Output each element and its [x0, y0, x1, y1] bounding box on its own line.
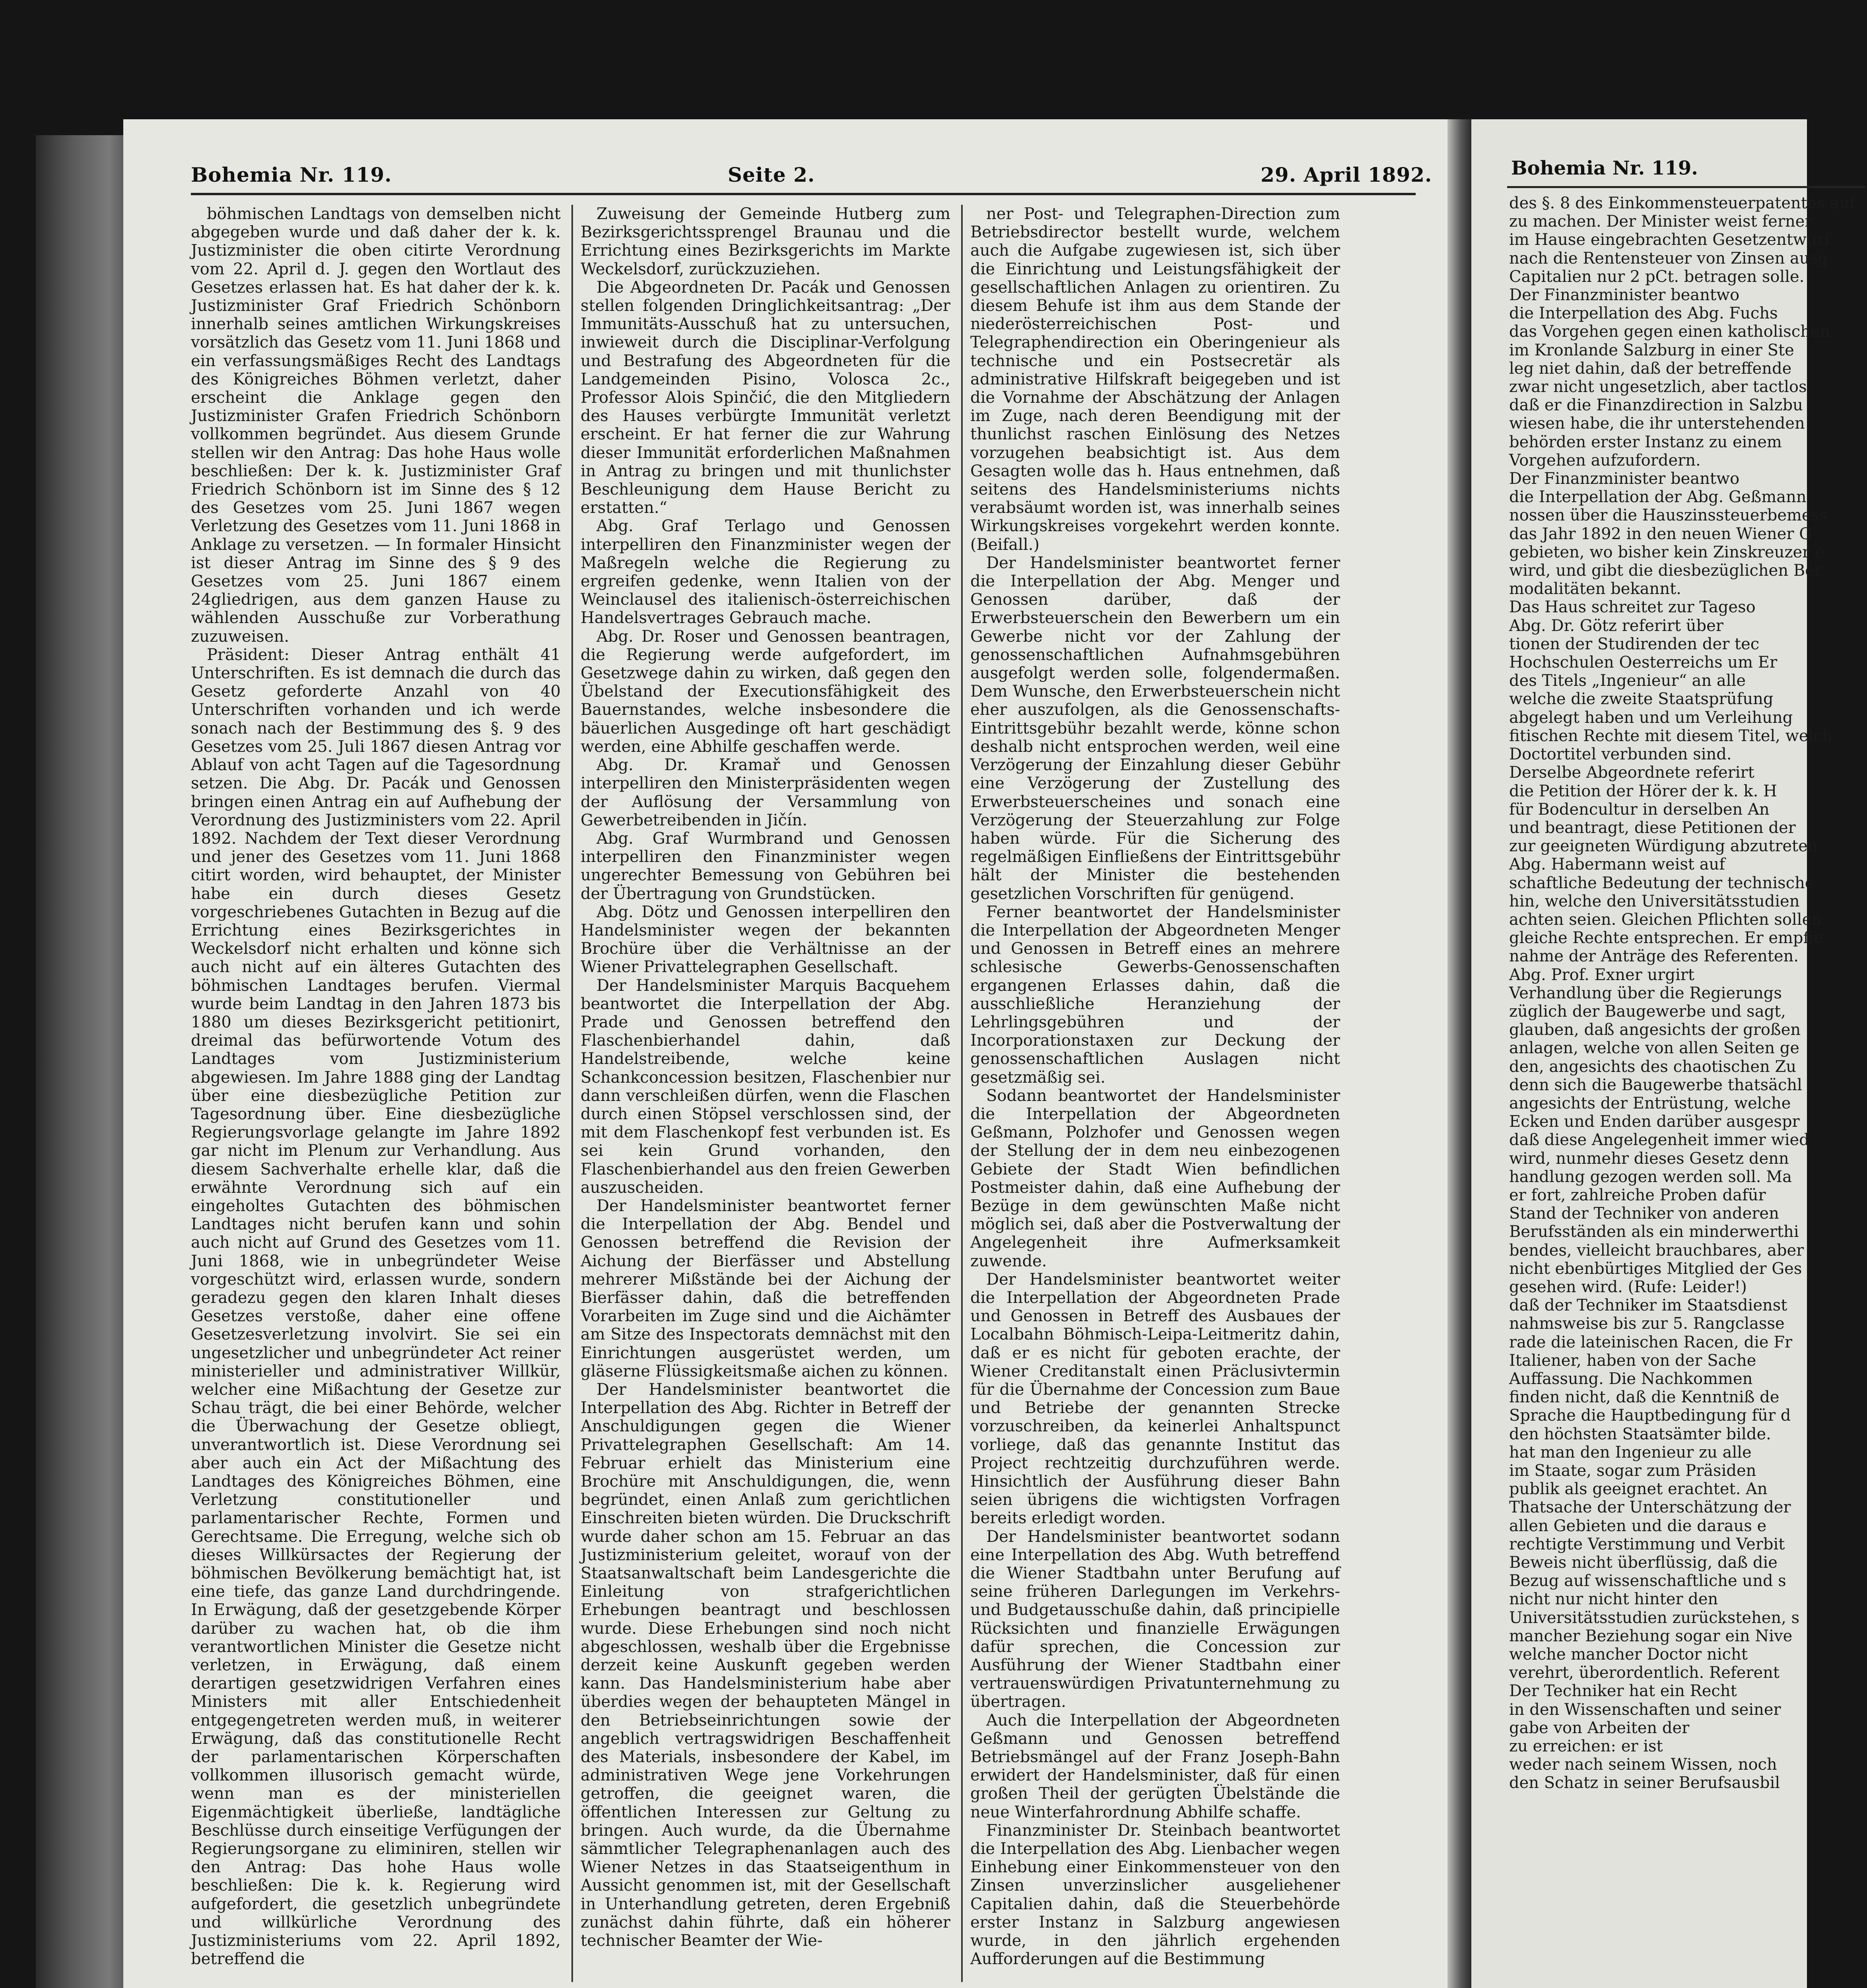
facing-page-line: Doctortitel verbunden sind. — [1509, 745, 1732, 764]
article-paragraph: Der Handelsminister beantwortet die Interpellation des Abg. Richter in Betreff der Anschuldigungen gegen die Wiener Privattelegraphen Gesellschaft: Am 14. Februar erhielt das Ministerium eine Brochüre mit Anschuldigungen, die, wenn begründet, einen Anlaß zum gerichtlichen Einschreiten bieten würden. Die Druckschrift wurde daher schon am 15. Februar an das Justizministerium geleitet, worauf von der Staatsanwaltschaft beim Landesgerichte die Einleitung von strafgerichtlichen Erhebungen beantragt und beschlossen wurde. Diese Erhebungen sind noch nicht abgeschlossen, weshalb über die Ergebnisse derzeit keine Auskunft gegeben werden kann. Das Handelsministerium habe aber überdies wegen der behaupteten Mängel in den Betriebseinrichtungen sowie der angeblich vertragswidrigen Beschaffenheit des Materials, insbesondere der Kabel, im administrativen Wege jene Vorkehrungen getroffen, die geeignet waren, die öffentlichen Interessen zur Geltung zu bringen. Auch wurde, da die Übernahme sämmtlicher Telegraphenanlagen auch des Wiener Netzes in das Staatseigenthum in Aussicht genommen ist, mit der Gesellschaft in Unterhandlung getreten, deren Ergebniß zunächst dahin führte, daß ein höherer technischer Beamter der Wie- — [581, 1380, 950, 1950]
facing-header-rule — [1507, 186, 1865, 188]
facing-page-line: Abg. Dr. Götz referirt über — [1509, 616, 1723, 635]
column-divider — [571, 205, 573, 1982]
facing-page-line: zwar nicht ungesetzlich, aber tactlos — [1509, 378, 1807, 396]
facing-page-line: im Kronlande Salzburg in einer Ste — [1509, 341, 1794, 359]
column-right — [970, 205, 1340, 1986]
facing-page-line: wird, nunmehr dieses Gesetz denn — [1509, 1149, 1789, 1168]
page-gutter — [1447, 119, 1471, 1988]
article-paragraph: Abg. Graf Terlago und Genossen interpelliren den Finanzminister wegen der Maßregeln welche die Regierung zu ergreifen gedenke, wenn Italien von der Weinclausel des italienisch-österreichischen Handelsvertrages Gebrauch mache. — [581, 517, 950, 627]
facing-page-line: Ecken und Enden darüber ausgespr — [1509, 1112, 1800, 1131]
facing-page-line: im Staate, sogar zum Präsiden — [1509, 1462, 1756, 1480]
facing-page-line: mancher Beziehung sogar ein Nive — [1509, 1627, 1793, 1645]
facing-page-line: gleiche Rechte entsprechen. Er empfie — [1509, 929, 1823, 947]
facing-page-column — [1509, 194, 1867, 1975]
facing-page-line: gesehen wird. (Rufe: Leider!) — [1509, 1277, 1747, 1296]
facing-page-line: Stand der Techniker von anderen — [1509, 1204, 1779, 1223]
facing-page-line: nicht ebenbürtiges Mitglied der Ges — [1509, 1259, 1802, 1278]
facing-page-line: achten seien. Gleichen Pflichten sollen — [1509, 910, 1822, 929]
facing-page-line: wiesen habe, die ihr unterstehenden — [1509, 414, 1805, 433]
facing-page-line: Abg. Habermann weist auf — [1509, 855, 1725, 874]
facing-page-line: Bezug auf wissenschaftliche und s — [1509, 1572, 1786, 1590]
facing-page-line: Hochschulen Oesterreichs um Er — [1509, 653, 1778, 672]
facing-page-line: publik als geeignet erachtet. An — [1509, 1480, 1768, 1499]
facing-page-line: zur geeigneten Würdigung abzutreten — [1509, 837, 1818, 856]
facing-page-line: Derselbe Abgeordnete referirt — [1509, 763, 1754, 782]
facing-page — [1471, 119, 1856, 1988]
facing-page-line: zu machen. Der Minister weist ferner — [1509, 212, 1813, 231]
facing-page-line: wird, und gibt die diesbezüglichen Ber — [1509, 561, 1822, 580]
facing-page-line: zu erreichen: er ist — [1509, 1737, 1663, 1756]
facing-page-line: behörden erster Instanz zu einem — [1509, 433, 1782, 451]
header-rule — [191, 193, 1416, 195]
facing-page-line: schaftliche Bedeutung der technische — [1509, 874, 1815, 892]
facing-page-line: Beweis nicht überflüssig, daß die — [1509, 1553, 1778, 1572]
facing-page-line: rade die lateinischen Racen, die Fr — [1509, 1333, 1793, 1351]
column-middle — [581, 205, 950, 1986]
facing-page-line: den höchsten Staatsämter bilde. — [1509, 1425, 1771, 1443]
facing-page-line: glauben, daß angesichts der großen — [1509, 1021, 1801, 1039]
facing-page-line: handlung gezogen werden soll. Ma — [1509, 1167, 1792, 1186]
facing-page-line: rechtigte Verstimmung und Verbit — [1509, 1535, 1785, 1553]
facing-page-line: das Vorgehen gegen einen katholischen — [1509, 322, 1830, 341]
facing-page-line: nicht nur nicht hinter den — [1509, 1590, 1718, 1609]
facing-page-line: welche mancher Doctor nicht — [1509, 1645, 1748, 1664]
facing-page-line: denn sich die Baugewerbe thatsächl — [1509, 1076, 1802, 1094]
column-divider — [961, 205, 963, 1982]
facing-page-line: gabe von Arbeiten der — [1509, 1718, 1690, 1737]
facing-page-line: für Bodencultur in derselben An — [1509, 800, 1770, 819]
facing-page-line: die Interpellation der Abg. Geßmann — [1509, 488, 1807, 507]
article-paragraph: Abg. Dr. Kramař und Genossen interpelliren den Ministerpräsidenten wegen der Auflösung der Versammlung von Gewerbetreibenden in Jičín. — [581, 756, 950, 829]
article-paragraph: Zuweisung der Gemeinde Hutberg zum Bezirksgerichtssprengel Braunau und die Errichtung eines Bezirksgerichts im Markte Weckelsdorf, zurückzuziehen. — [581, 205, 950, 278]
page-header-left: Bohemia Nr. 119. — [191, 163, 392, 186]
article-paragraph: Abg. Graf Wurmbrand und Genossen interpelliren den Finanzminister wegen ungerechter Bemessung von Gebühren bei der Übertragung von Grundstücken. — [581, 829, 950, 903]
facing-page-line: Universitätsstudien zurückstehen, s — [1509, 1608, 1800, 1627]
facing-page-line: bendes, vielleicht brauchbares, aber — [1509, 1241, 1804, 1260]
facing-page-line: den, angesichts des chaotischen Zu — [1509, 1057, 1797, 1076]
article-paragraph: Auch die Interpellation der Abgeordneten Geßmann und Genossen betreffend Betriebsmängel auf der Franz Joseph-Bahn erwidert der Handelsminister, daß für einen großen Theil der gerügten Übelstände die neue Winterfahrordnung Abhilfe schaffe. — [970, 1711, 1340, 1821]
facing-page-header: Bohemia Nr. 119. — [1511, 157, 1698, 179]
facing-page-line: weder nach seinem Wissen, noch — [1509, 1755, 1777, 1774]
facing-page-line: das Jahr 1892 in den neuen Wiener G — [1509, 524, 1812, 543]
facing-page-line: nahmsweise bis zur 5. Rangclasse — [1509, 1314, 1785, 1333]
facing-page-line: angesichts der Entrüstung, welche — [1509, 1094, 1791, 1112]
article-paragraph: Abg. Dötz und Genossen interpelliren den Handelsminister wegen der bekannten Brochüre über die Verhältnisse an der Wiener Privattelegraphen Gesellschaft. — [581, 903, 950, 977]
article-paragraph: Sodann beantwortet der Handelsminister die Interpellation der Abgeordneten Geßmann, Polzhofer und Genossen wegen der Stellung der in dem neu einbezogenen Gebiete der Stadt Wien befindlichen Postmeister dahin, daß eine Aufhebung der Bezüge in dem gewünschten Maße nicht möglich sei, daß aber die Postverwaltung der Angelegenheit ihre Aufmerksamkeit zuwende. — [970, 1086, 1340, 1270]
facing-page-line: Sprache die Hauptbedingung für d — [1509, 1406, 1791, 1425]
article-paragraph: böhmischen Landtags von demselben nicht abgegeben wurde und daß daher der k. k. Justizminister die oben citirte Verordnung vom 22. April d. J. gegen den Wortlaut des Gesetzes erlassen hat. Es hat daher der k. k. Justizminister Graf Friedrich Schönborn innerhalb seines amtlichen Wirkungskreises vorsätzlich das Gesetz vom 11. Juni 1868 und ein verfassungsmäßiges Recht des Landtags des Königreiches Böhmen verletzt, daher erscheint die Anklage gegen den Justizminister Grafen Friedrich Schönborn vollkommen begründet. Aus diesem Grunde stellen wir den Antrag: Das hohe Haus wolle beschließen: Der k. k. Justizminister Graf Friedrich Schönborn ist im Sinne des § 12 des Gesetzes vom 25. Juni 1867 wegen Verletzung des Gesetzes vom 11. Juni 1868 in Anklage zu versetzen. — In formaler Hinsicht ist dieser Antrag im Sinne des § 9 des Gesetzes vom 25. Juni 1867 einem 24gliedrigen, aus dem ganzen Hause zu wählenden Ausschuße zur Vorberathung zuzuweisen. — [191, 205, 561, 646]
article-paragraph: Ferner beantwortet der Handelsminister die Interpellation der Abgeordneten Menger und Genossen in Betreff eines an mehrere schlesische Gewerbs-Genossenschaften ergangenen Erlasses dahin, daß die ausschließliche Heranziehung der Lehrlingsgebühren und der Incorporationstaxen zur Deckung der genossenschaftlichen Auslagen nicht gesetzmäßig sei. — [970, 903, 1340, 1087]
facing-page-line: daß er die Finanzdirection in Salzbu — [1509, 396, 1803, 415]
facing-page-line: verehrt, überordentlich. Referent — [1509, 1664, 1780, 1682]
facing-page-line: anlagen, welche von allen Seiten ge — [1509, 1039, 1800, 1058]
article-paragraph: Der Handelsminister beantwortet weiter die Interpellation der Abgeordneten Prade und Genossen in Betreff des Ausbaues der Localbahn Böhmisch-Leipa-Leitmeritz dahin, daß er es nicht für geboten erachte, der Wiener Creditanstalt einen Präclusivtermin für die Übernahme der Concession zum Baue und Betriebe der genannten Strecke vorzuschreiben, da keinerlei Anhaltspunct vorliege, daß das genannte Institut das Project rechtzeitig durchzuführen werde. Hinsichtlich der Ausführung dieser Bahn seien übrigens die wichtigsten Vorfragen bereits erledigt worden. — [970, 1270, 1340, 1528]
facing-page-line: Vorgehen aufzufordern. — [1509, 451, 1701, 470]
article-paragraph: Die Abgeordneten Dr. Pacák und Genossen stellen folgenden Dringlichkeitsantrag: „Der Immunitäts-Ausschuß hat zu untersuchen, inwieweit durch die Disciplinar-Verfolgung und Bestrafung des Abgeordneten für die Landgemeinden Pisino, Volosca 2c., Professor Alois Spinčić, die den Mitgliedern des Hauses verbürgte Immunität verletzt erscheint. Er hat ferner die zur Wahrung dieser Immunität erforderlichen Maßnahmen in Antrag zu bringen und mit thunlichster Beschleunigung dem Hause Bericht zu erstatten.“ — [581, 278, 950, 517]
facing-page-line: hin, welche den Universitätsstudien — [1509, 892, 1800, 911]
facing-page-line: Auffassung. Die Nachkommen — [1509, 1370, 1753, 1388]
facing-page-line: daß diese Angelegenheit immer wied — [1509, 1131, 1809, 1149]
article-paragraph: Der Handelsminister beantwortet ferner die Interpellation der Abg. Menger und Genossen darüber, daß der Erwerbsteuerschein den Bewerbern um ein Gewerbe nicht vor der Zahlung der genossenschaftlichen Aufnahmsgebühren ausgefolgt werden solle, folgendermaßen. Dem Wunsche, den Erwerbsteuerschein nicht eher auszufolgen, als die Genossenschafts-Eintrittsgebühr bezahlt werde, könne schon deshalb nicht entsprochen werden, weil eine Verzögerung der Einzahlung dieser Gebühr eine Verzögerung der Zustellung des Erwerbsteuerscheines und sonach eine Verzögerung der Steuerzahlung zur Folge haben würde. Für die Sicherung des regelmäßigen Einfließens der Eintrittsgebühr hält der Minister die bestehenden gesetzlichen Vorschriften für genügend. — [970, 553, 1340, 903]
article-paragraph: Präsident: Dieser Antrag enthält 41 Unterschriften. Es ist demnach die durch das Gesetz geforderte Anzahl von 40 Unterschriften vorhanden und ich werde sonach nach der Bestimmung des §. 9 des Gesetzes vom 25. Juli 1867 diesen Antrag vor Ablauf von acht Tagen auf die Tagesordnung setzen. Die Abg. Dr. Pacák und Genossen bringen einen Antrag ein auf Aufhebung der Verordnung des Justizministers vom 22. April 1892. Nachdem der Text dieser Verordnung und jener des Gesetzes vom 11. Juni 1868 citirt worden, wird behauptet, der Minister habe ein durch dieses Gesetz vorgeschriebenes Gutachten in Bezug auf die Errichtung eines Bezirksgerichtes in Weckelsdorf nicht erhalten und könne sich auch nicht auf ein älteres Gutachten des böhmischen Landtages berufen. Viermal wurde beim Landtag in den Jahren 1873 bis 1880 um dieses Bezirksgericht petitionirt, dreimal das befürwortende Votum des Landtages vom Justizministerium abgewiesen. Im Jahre 1888 ging der Landtag über eine diesbezügliche Petition zur Tagesordnung über. Eine diesbezügliche Regierungsvorlage gelangte im Jahre 1892 gar nicht im Plenum zur Verhandlung. Aus diesem Sachverhalte erhelle klar, daß die erwähnte Verordnung sich auf ein eingeholtes Gutachten des böhmischen Landtages nicht berufen kann und sohin auch nicht auf Grund des Gesetzes vom 11. Juni 1868, wie in unbegründeter Weise vorgeschützt wird, erlassen wurde, sondern geradezu gegen den klaren Inhalt dieses Gesetzes verstoße, daher eine offene Gesetzesverletzung involvirt. Sie sei ein ungesetzlicher und unbegründeter Act reiner ministerieller und administrativer Willkür, welcher eine Mißachtung der Gesetze zur Schau trägt, die bei einer Behörde, welcher die Überwachung der Gesetze obliegt, unverantwortlich ist. Diese Verordnung sei aber auch ein Act der Mißachtung des Landtages des Königreiches Böhmen, eine Verletzung constitutioneller und parlamentarischer Rechte, Formen und Gerechtsame. Die Erregung, welche sich ob dieses Willkürsactes der Regierung der böhmischen Bevölkerung bemächtigt hat, ist eine tiefe, das ganze Land durchdringende. In Erwägung, daß der gesetzgebende Körper darüber zu wachen hat, ob die ihm verantwortlichen Minister die Gesetze nicht verletzen, in Erwägung, daß einem derartigen gesetzwidrigen Verfahren eines Ministers mit aller Entschiedenheit entgegengetreten werden muß, in weiterer Erwägung, daß das constitutionelle Recht der parlamentarischen Körperschaften vollkommen illusorisch gemacht würde, wenn man es der ministeriellen Eigenmächtigkeit überließe, landtägliche Beschlüsse durch einseitige Verfügungen der Regierungsorgane zu eliminiren, stellen wir den Antrag: Das hohe Haus wolle beschließen: Die k. k. Regierung wird aufgefordert, die gesetzlich unbegründete und willkürliche Verordnung des Justizministeriums vom 22. April 1892, betreffend die — [191, 645, 561, 1969]
facing-page-line: finden nicht, daß die Kenntniß de — [1509, 1388, 1780, 1407]
facing-page-line: leg niet dahin, daß der betreffende — [1509, 359, 1792, 378]
page-header-right: 29. April 1892. — [1261, 163, 1432, 186]
facing-page-line: welche die zweite Staatsprüfung — [1509, 690, 1774, 709]
facing-page-line: tionen der Studirenden der tec — [1509, 635, 1760, 653]
facing-page-line: fitischen Rechte mit diesem Titel, welch — [1509, 726, 1833, 745]
facing-page-line: Capitalien nur 2 pCt. betragen solle. — [1509, 267, 1805, 286]
facing-page-line: Der Finanzminister beantwo — [1509, 470, 1740, 488]
facing-page-line: nahme der Anträge des Referenten. — [1509, 947, 1799, 966]
facing-page-line: den Schatz in seiner Berufsausbil — [1509, 1774, 1780, 1792]
facing-page-line: Der Techniker hat ein Recht — [1509, 1682, 1737, 1701]
facing-page-line: Thatsache der Unterschätzung der — [1509, 1498, 1791, 1517]
facing-page-line: die Petition der Hörer der k. k. H — [1509, 782, 1777, 800]
facing-page-line: abgelegt haben und um Verleihung — [1509, 708, 1793, 727]
facing-page-line: Das Haus schreitet zur Tageso — [1509, 598, 1756, 617]
book-edge — [36, 135, 127, 1988]
newspaper-page — [123, 119, 1447, 1988]
article-paragraph: Abg. Dr. Roser und Genossen beantragen, die Regierung werde aufgefordert, im Gesetzwege dahin zu wirken, daß gegen den Übelstand der Executionsfähigkeit des Bauernstandes, welche insbesondere die bäuerlichen Ausgedinge oft hart geschädigt werden, eine Abhilfe geschaffen werde. — [581, 627, 950, 756]
article-paragraph: Der Handelsminister beantwortet ferner die Interpellation der Abg. Bendel und Genossen betreffend die Revision der Aichung der Bierfässer und Abstellung mehrerer Mißstände bei der Aichung der Bierfässer dahin, daß die betreffenden Vorarbeiten im Zuge sind und die Aichämter am Sitze des Inspectorats demnächst mit den Einrichtungen ausgerüstet werden, um gläserne Flüssigkeitsmaße aichen zu können. — [581, 1196, 950, 1380]
facing-page-line: allen Gebieten und die daraus e — [1509, 1516, 1767, 1535]
article-paragraph: Der Handelsminister beantwortet sodann eine Interpellation des Abg. Wuth betreffend die Wiener Stadtbahn unter Berufung auf seine früheren Darlegungen im Verkehrs- und Budgetausschuße dahin, daß principielle Rücksichten und finanzielle Erwägungen dafür sprechen, die Concession zur Ausführung der Wiener Stadtbahn einer vertrauenswürdigen Privatunternehmung zu übertragen. — [970, 1527, 1340, 1711]
facing-page-line: und beantragt, diese Petitionen der — [1509, 818, 1796, 837]
facing-page-line: Verhandlung über die Regierungs — [1509, 984, 1782, 1002]
facing-page-line: gebieten, wo bisher kein Zinskreuzer e — [1509, 543, 1824, 561]
facing-page-line: in den Wissenschaften und seiner — [1509, 1700, 1781, 1719]
facing-page-line: Der Finanzminister beantwo — [1509, 286, 1740, 305]
facing-page-line: er fort, zahlreiche Proben dafür — [1509, 1186, 1766, 1204]
facing-page-line: Italiener, haben von der Sache — [1509, 1351, 1756, 1370]
facing-page-line: nossen über die Hauszinssteuerbemess — [1509, 506, 1828, 525]
column-left — [191, 205, 561, 1986]
facing-page-line: modalitäten bekannt. — [1509, 580, 1681, 598]
facing-page-line: nach die Rentensteuer von Zinsen ausg — [1509, 249, 1828, 268]
page-header-center: Seite 2. — [728, 163, 815, 186]
facing-page-line: züglich der Baugewerbe und sagt, — [1509, 1002, 1786, 1021]
facing-page-line: die Interpellation des Abg. Fuchs — [1509, 304, 1778, 323]
article-paragraph: ner Post- und Telegraphen-Direction zum Betriebsdirector bestellt wurde, welchem auch die Aufgabe zugewiesen ist, sich über die Einrichtung und Leistungsfähigkeit der gesellschaftlichen Anlagen zu orientiren. Zu diesem Behufe ist ihm aus dem Stande der niederösterreichischen Post- und Telegraphendirection ein Oberingenieur als technische und ein Postsecretär als administrative Hilfskraft beigegeben und ist die Vornahme der Abschätzung der Anlagen im Zuge, nach deren Beendigung mit der thunlichst raschen Einlösung des Netzes vorzugehen beabsichtigt ist. Aus dem Gesagten wolle das h. Haus entnehmen, daß seitens des Handelsministeriums nichts verabsäumt worden ist, was innerhalb seines Wirkungskreises vorgekehrt werden konnte. (Beifall.) — [970, 205, 1340, 554]
facing-page-line: des Titels „Ingenieur“ an alle — [1509, 672, 1746, 690]
facing-page-line: des §. 8 des Einkommensteuerpatentes auf — [1509, 194, 1856, 212]
facing-page-line: im Hause eingebrachten Gesetzentwurf — [1509, 231, 1830, 249]
article-paragraph: Der Handelsminister Marquis Bacquehem beantwortet die Interpellation der Abg. Prade und Genossen betreffend den Flaschenbierhandel dahin, daß Handelstreibende, welche keine Schankconcession besitzen, Flaschenbier nur dann verschleißen dürfen, wenn die Flaschen durch einen Stöpsel verschlossen sind, der mit dem Flaschenkopf fest verbunden ist. Es sei kein Grund vorhanden, den Flaschenbierhandel aus den freien Gewerben auszuscheiden. — [581, 976, 950, 1197]
article-paragraph: Finanzminister Dr. Steinbach beantwortet die Interpellation des Abg. Lienbacher wegen Einhebung einer Einkommensteuer von den Zinsen unverzinslicher ausgeliehener Capitalien dahin, daß die Steuerbehörde erster Instanz in Salzburg angewiesen wurde, in den jährlich ergehenden Aufforderungen auf die Bestimmung — [970, 1821, 1340, 1969]
facing-page-line: Berufsständen als ein minderwerthi — [1509, 1223, 1799, 1241]
facing-page-line: daß der Techniker im Staatsdienst — [1509, 1296, 1787, 1315]
facing-page-line: hat man den Ingenieur zu alle — [1509, 1443, 1752, 1462]
facing-page-line: Abg. Prof. Exner urgirt — [1509, 965, 1694, 984]
